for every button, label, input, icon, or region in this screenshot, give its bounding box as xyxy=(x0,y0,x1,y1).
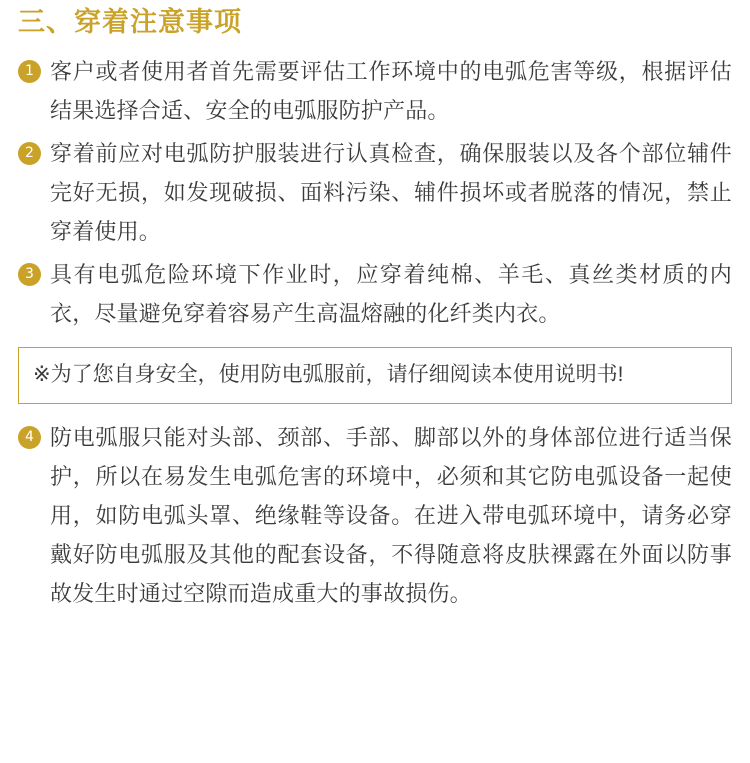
list-item xyxy=(18,418,732,613)
list-item xyxy=(18,52,732,130)
list-number-badge: 4 xyxy=(18,426,41,449)
notes-list-primary xyxy=(18,52,732,333)
notice-text: ※为了您自身安全，使用防电弧服前，请仔细阅读本使用说明书! xyxy=(33,363,624,387)
list-item xyxy=(18,255,732,333)
list-item-text: 穿着前应对电弧防护服装进行认真检查，确保服装以及各个部位辅件完好无损，如发现破损、面料污染、辅件损坏或者脱落的情况，禁止穿着使用。 xyxy=(50,141,732,245)
list-item xyxy=(18,134,732,251)
list-number-badge: 3 xyxy=(18,263,41,286)
list-number-badge: 1 xyxy=(18,60,41,83)
page-title: 三、穿着注意事项 xyxy=(18,7,242,37)
notes-list-secondary xyxy=(18,418,732,613)
list-item-text: 防电弧服只能对头部、颈部、手部、脚部以外的身体部位进行适当保护，所以在易发生电弧危害的环境中，必须和其它防电弧设备一起使用，如防电弧头罩、绝缘鞋等设备。在进入带电弧环境中，请务必穿戴好防电弧服及其他的配套设备，不得随意将皮肤裸露在外面以防事故发生时通过空隙而造成重大的事故损伤。 xyxy=(50,425,732,607)
document-page xyxy=(0,6,750,763)
list-item-text: 具有电弧危险环境下作业时，应穿着纯棉、羊毛、真丝类材质的内衣，尽量避免穿着容易产生高温熔融的化纤类内衣。 xyxy=(50,262,732,327)
list-item-text: 客户或者使用者首先需要评估工作环境中的电弧危害等级，根据评估结果选择合适、安全的电弧服防护产品。 xyxy=(50,59,732,124)
notice-box xyxy=(18,347,732,404)
list-number-badge: 2 xyxy=(18,142,41,165)
